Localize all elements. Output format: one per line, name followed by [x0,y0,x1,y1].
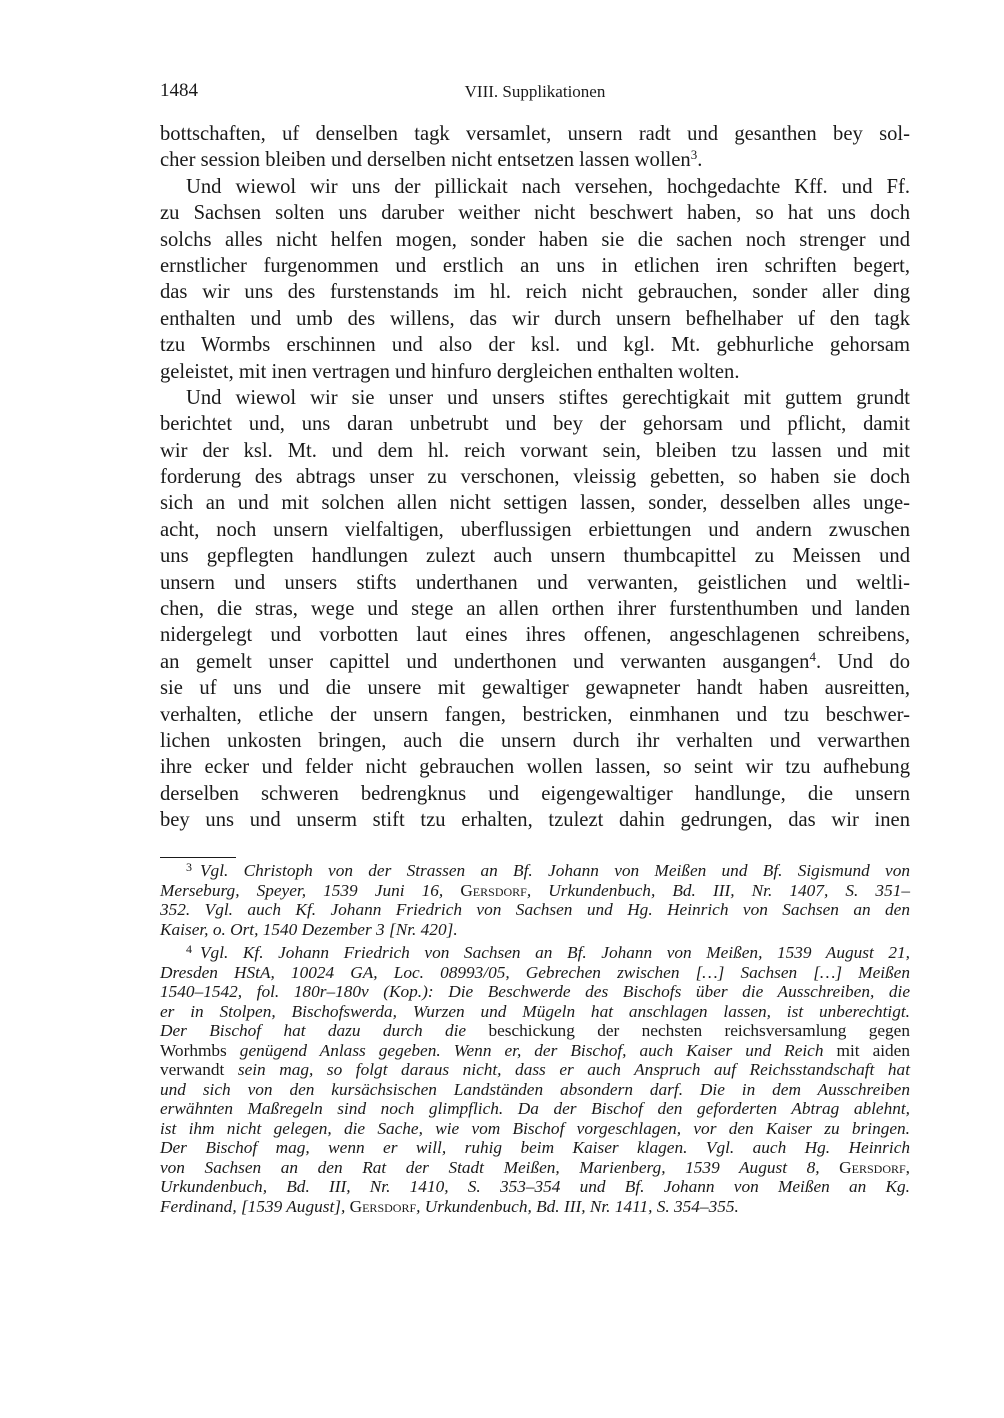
footnote-text: von Sachsen an den Rat der Stadt Meißen, Marienberg, 1539 August 8, [160,1157,840,1177]
footnote-text: erwähnten Maßregeln sind noch glimpflich. Da der Bischof den geforderten Abtrag ablehnt, [160,1099,910,1118]
footnote-text: Worhmbs [160,1040,240,1060]
text-line: zu Sachsen solten uns daruber weither nicht beschwert haben, so hat uns doch [160,202,910,225]
text-line: nidergelegt und vorbotten laut eines ihres offenen, angeschlagenen schreibens, [160,624,910,647]
footnote-line [160,861,910,881]
footnote-line [160,900,910,920]
footnote-line [160,1021,910,1041]
footnote-text: er in Stolpen, Bischofswerda, Wurzen und Mügeln hat anschlagen lassen, ist unberechtigt. [160,1001,910,1021]
text-line: verhalten, etliche der unsern fangen, bestricken, einmhanen und tzu beschwer- [160,703,910,726]
text-line: solchs alles nicht helfen mogen, sonder haben sie die sachen noch strenger und [160,228,910,251]
footnote-line [160,1041,910,1061]
footnote-3 [160,861,910,939]
text-line: an gemelt unser capittel und underthonen und verwanten ausgangen$^4$. Und do [160,648,910,673]
author-small-caps: Gersdorf [460,880,527,900]
text-line: bottschaften, uf denselben tagk versamlet, unsern radt und gesanthen bey sol- [160,123,910,145]
footnote-text: , [905,1157,910,1177]
text-line: geleistet, mit inen vertragen und hinfuro dergleichen enthalten wolten. [160,360,740,383]
text-line: berichtet und, uns daran unbetrubt und bey der gehorsam und pflicht, damit [160,413,910,436]
author-small-caps: Gersdorf [839,1157,906,1177]
text-line: acht, noch unsern vielfaltigen, uberflussigen erbiettungen und andern zwuschen [160,518,910,541]
footnote-text: genügend Anlass gegeben. Wenn er, der Bischof, auch Kaiser und Reich [239,1040,837,1060]
text-line: tzu Wormbs erschinnen und also der ksl. und kgl. Mt. gebhurliche gehorsam [160,334,910,357]
footnote-line [160,1080,910,1100]
text-line: bey uns und unserm stift tzu erhalten, tzulezt dahin gedrungen, das wir inen [160,809,910,832]
text-line: das wir uns des furstenstands im hl. reich nicht gebrauchen, sonder aller ding [160,281,910,304]
footnote-text: ist ihm nicht gelegen, die Sache, wie vom Bischof vorgeschlagen, vor den Kaiser zu bringen. [160,1118,910,1138]
text-line: forderung des abtrags unser zu verschonen, vleissig gebetten, so haben sie doch [160,466,910,489]
text-line: ernstlicher furgenommen und erstlich an uns in etlichen iren schriften begert, [160,254,910,277]
footnote-reference[interactable]: 4 [809,648,816,664]
footnote-number: 4 [186,942,192,956]
footnote-text: Der Bischof mag, wenn er will, ruhig beim Kaiser klagen. Vgl. auch Hg. Heinrich [160,1138,910,1157]
text-line: Und wiewol wir uns der pillickait nach versehen, hochgedachte Kff. und Ff. [186,175,910,198]
text-line: ihre ecker und felder nicht gebrauchen wollen lassen, so seint wir tzu aufhebung [160,756,910,779]
footnote-line [160,1060,910,1080]
footnote-line [160,982,910,1002]
text-line: uns gepflegten handlungen zulezt auch unsern thumbcapittel zu Meissen und [160,545,910,568]
text-line: lichen unkosten bringen, auch die unsern durch ihr verhalten und verwarthen [160,729,910,752]
footnote-line [160,963,910,983]
text-line: Und wiewol wir sie unser und unsers stiftes gerechtigkait mit guttem grundt [186,386,910,409]
author-small-caps: Gersdorf [349,1196,417,1216]
footnote-line [160,1002,910,1022]
text-line: enthalten und umb des willens, das wir durch unsern befhelhaber uf den tagk [160,307,910,330]
footnote-line [160,1177,910,1197]
footnote-line [160,920,910,940]
footnote-line [160,1158,910,1178]
footnote-text: mit aiden [836,1040,910,1060]
text-line: cher session bleiben und derselben nicht entsetzen lassen wollen$^3$. [160,147,703,172]
footnote-reference[interactable]: 3 [690,147,698,163]
footnote-4 [160,943,910,1216]
footnote-text: Kaiser, o. Ort, 1540 Dezember 3 [Nr. 420]. [160,919,458,939]
chapter-title: VIII. Supplikationen [464,82,606,101]
text-line: sich an und mit solchen allen nicht settigen lassen, sonder, desselben alles unge- [160,492,910,515]
footnote-text: , Urkundenbuch, Bd. III, Nr. 1407, S. 351– [526,880,910,900]
footnote-text: verwandt [160,1060,238,1079]
footnote-number: 3 [186,860,192,874]
footnote-line [160,1099,910,1119]
footnote-text: Dresden HStA, 10024 GA, Loc. 08993/05, Gebrechen zwischen […] Sachsen […] Meißen [160,962,910,982]
footnote-text: Merseburg, Speyer, 1539 Juni 16, [160,880,461,900]
footnote-line [160,1119,910,1139]
footnote-text: Ferdinand, [1539 August], [160,1196,350,1216]
footnote-text: 352. Vgl. auch Kf. Johann Friedrich von Sachsen und Hg. Heinrich von Sachsen an den [160,900,910,919]
footnote-line [160,1197,910,1217]
text-line: wir der ksl. Mt. und dem hl. reich vorwant sein, bleiben tzu lassen und mit [160,439,910,462]
footnote-text: Urkundenbuch, Bd. III, Nr. 1410, S. 353–354 und Bf. Johann von Meißen an Kg. [160,1177,910,1196]
footnote-text: , Urkundenbuch, Bd. III, Nr. 1411, S. 354–355. [416,1196,739,1216]
text-line: sie uf uns und die unsere mit gewaltiger gewapneter handt haben ausreitten, [160,677,910,700]
text-line: derselben schweren bedrengknus und eigengewaltiger handlunge, die unsern [160,782,910,805]
running-head [160,80,910,108]
footnotes-section [160,861,910,1216]
text-line: unsern und unsers stifts underthanen und verwanten, geistlichen und weltli- [160,571,910,594]
footnote-text: 1540–1542, fol. 180r–180v (Kop.): Die Beschwerde des Bischofs über die Ausschreiben, die [160,982,910,1001]
footnote-line [160,943,910,963]
footnote-text: Vgl. Christoph von der Strassen an Bf. Johann von Meißen und Bf. Sigismund von [200,861,910,880]
page-number: 1484 [160,80,198,101]
footnote-text: und sich von den kursächsischen Landständen absondern darf. Die in dem Ausschreiben [160,1079,910,1099]
footnote-text: Vgl. Kf. Johann Friedrich von Sachsen an Bf. Johann von Meißen, 1539 August 21, [200,943,910,962]
footnote-text: beschickung der nechsten reichsversamlung gegen [488,1021,910,1040]
footnote-line [160,881,910,901]
footnote-text: Der Bischof hat dazu durch die [160,1021,489,1040]
footnote-text: sein mag, so folgt daraus nicht, dass er auch Anspruch auf Reichsstandschaft hat [237,1060,910,1079]
footnote-line [160,1138,910,1158]
text-line: chen, die stras, wege und stege an allen orthen ihrer furstenthumben und landen [160,598,910,621]
footnote-separator-rule [160,857,236,858]
main-text-body [160,121,910,834]
